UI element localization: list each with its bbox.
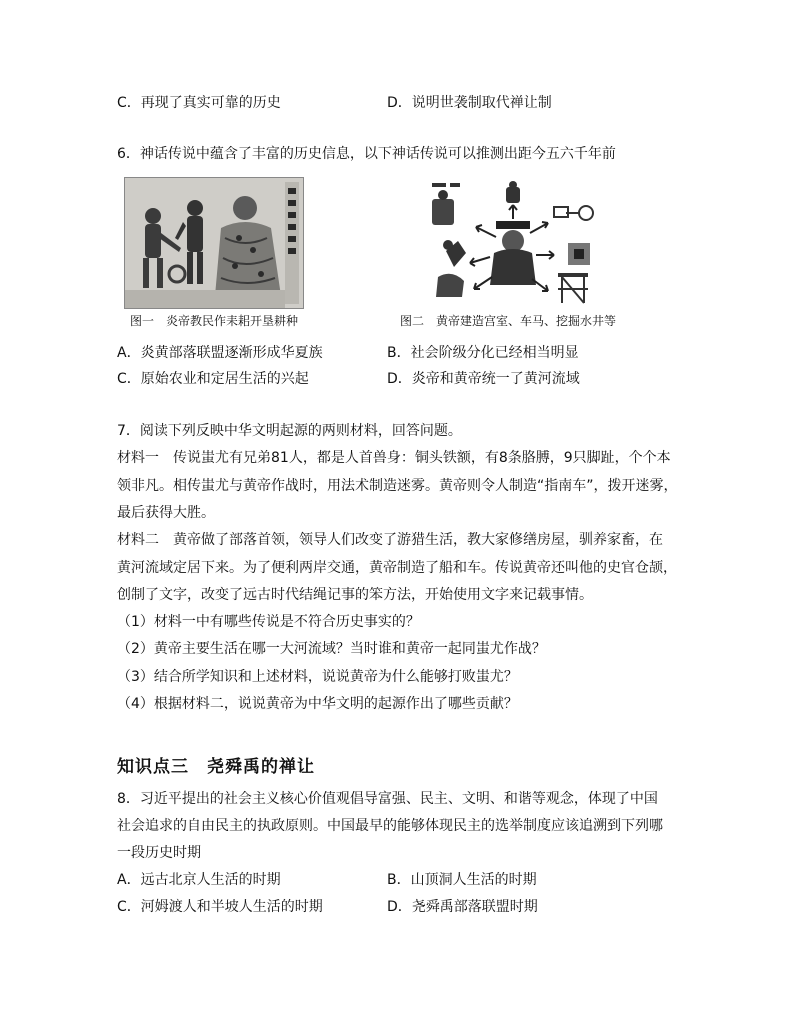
q8-option-c: C．河姆渡人和半坡人生活的时期 — [117, 899, 323, 915]
q6-option-d: D．炎帝和黄帝统一了黄河流域 — [387, 371, 580, 387]
q7-subquestion-2: （2）黄帝主要生活在哪一大河流域？当时谁和黄帝一起同蚩尤作战？ — [117, 641, 546, 657]
q8-option-a: A．远古北京人生活的时期 — [117, 872, 281, 888]
q8-option-d: D．尧舜禹部落联盟时期 — [387, 899, 538, 915]
huangdi-inventions-image — [418, 177, 606, 307]
q8-stem-line3: 一段历史时期 — [117, 845, 201, 861]
q8-stem-line2: 社会追求的自由民主的执政原则。中国最早的能够体现民主的选举制度应该追溯到下列哪 — [117, 818, 663, 834]
figure-1-caption: 图一 炎帝教民作耒耜开垦耕种 — [130, 314, 299, 328]
q7-material1-line3: 最后获得大胜。 — [117, 505, 215, 521]
yandi-farming-image — [125, 178, 303, 308]
q7-material2-line2: 黄河流域定居下来。为了便利两岸交通，黄帝制造了船和车。传说黄帝还叫他的史官仓颉， — [117, 560, 677, 576]
q6-stem: 6．神话传说中蕴含了丰富的历史信息，以下神话传说可以推测出距今五六千年前 — [117, 146, 616, 162]
figure-2-caption: 图二 黄帝建造宫室、车马、挖掘水井等 — [400, 314, 617, 328]
q6-option-b: B．社会阶级分化已经相当明显 — [387, 345, 579, 361]
figure-1-illustration — [124, 177, 304, 309]
q7-subquestion-4: （4）根据材料二，说说黄帝为中华文明的起源作出了哪些贡献？ — [117, 696, 518, 712]
figure-2-illustration — [418, 177, 606, 307]
q7-subquestion-3: （3）结合所学知识和上述材料，说说黄帝为什么能够打败蚩尤？ — [117, 669, 518, 685]
q7-material2-line3: 创制了文字，改变了远古时代结绳记事的笨方法，开始使用文字来记载事情。 — [117, 587, 593, 603]
q7-stem: 7．阅读下列反映中华文明起源的两则材料，回答问题。 — [117, 423, 462, 439]
q7-material2-line1: 材料二 黄帝做了部落首领，领导人们改变了游猎生活，教大家修缮房屋，驯养家畜，在 — [117, 532, 663, 548]
q6-option-a: A．炎黄部落联盟逐渐形成华夏族 — [117, 345, 323, 361]
section-heading: 知识点三 尧舜禹的禅让 — [117, 757, 315, 777]
q7-subquestion-1: （1）材料一中有哪些传说是不符合历史事实的？ — [117, 614, 420, 630]
q5-option-c: C．再现了真实可靠的历史 — [117, 95, 281, 111]
q8-option-b: B．山顶洞人生活的时期 — [387, 872, 537, 888]
q5-option-d: D．说明世袭制取代禅让制 — [387, 95, 552, 111]
q8-stem-line1: 8．习近平提出的社会主义核心价值观倡导富强、民主、文明、和谐等观念，体现了中国 — [117, 791, 658, 807]
q6-option-c: C．原始农业和定居生活的兴起 — [117, 371, 309, 387]
q7-material1-line1: 材料一 传说蚩尤有兄弟81人，都是人首兽身：铜头铁额，有8条胳膊，9只脚趾，个个本 — [117, 450, 671, 466]
q7-material1-line2: 领非凡。相传蚩尤与黄帝作战时，用法术制造迷雾。黄帝则令人制造“指南车”，拨开迷雾， — [117, 478, 678, 494]
